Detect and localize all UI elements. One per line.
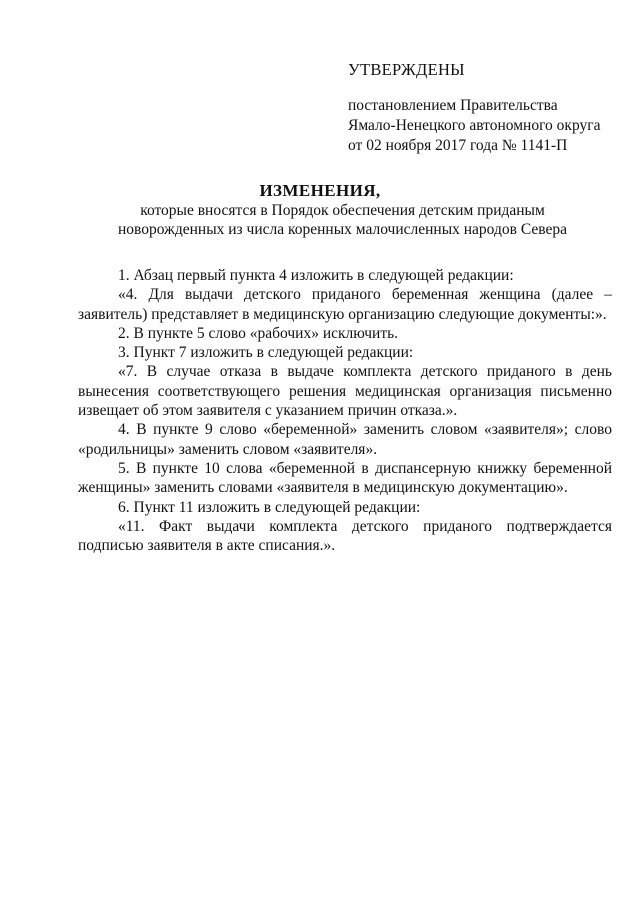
paragraph: 5. В пункте 10 слова «беременной в диспансерную книжку беременной женщины» заменить словами «заявителя в медицинскую документацию». — [78, 459, 612, 497]
approval-line: Ямало-Ненецкого автономного округа — [348, 117, 601, 134]
document-title: ИЗМЕНЕНИЯ, — [259, 181, 381, 200]
paragraph: 4. В пункте 9 слово «беременной» заменить словом «заявителя»; слово «родильницы» заменить словом «заявителя». — [78, 421, 612, 458]
paragraph: «7. В случае отказа в выдаче комплекта детского приданого в день вынесения соответствующего решения медицинская организация письменно извещает об этом заявителя с указанием причин отказа.». — [78, 363, 612, 420]
paragraph: 1. Абзац первый пункта 4 изложить в следующей редакции: — [118, 267, 514, 284]
paragraph: 2. В пункте 5 слово «рабочих» исключить. — [118, 324, 399, 342]
approval-line: от 02 ноября 2017 года № 1141-П — [348, 137, 568, 154]
approval-heading: УТВЕРЖДЕНЫ — [348, 60, 465, 79]
paragraph: «11. Факт выдачи комплекта детского приданого подтверждается подписью заявителя в акте списания.». — [78, 517, 612, 555]
document-body — [78, 266, 612, 555]
approval-line: постановлением Правительства — [348, 97, 558, 114]
document-subtitle — [0, 201, 640, 239]
subtitle-line: новорожденных из числа коренных малочисленных народов Севера — [118, 221, 567, 238]
paragraph: 3. Пункт 7 изложить в следующей редакции: — [118, 344, 414, 362]
subtitle-line: которые вносятся в Порядок обеспечения детским приданым — [140, 202, 545, 219]
paragraph: 6. Пункт 11 изложить в следующей редакции: — [118, 498, 421, 516]
paragraph: «4. Для выдачи детского приданого беременная женщина (далее – заявитель) представляет в медицинскую организацию следующие документы:». — [78, 286, 612, 323]
approval-block — [348, 96, 618, 156]
